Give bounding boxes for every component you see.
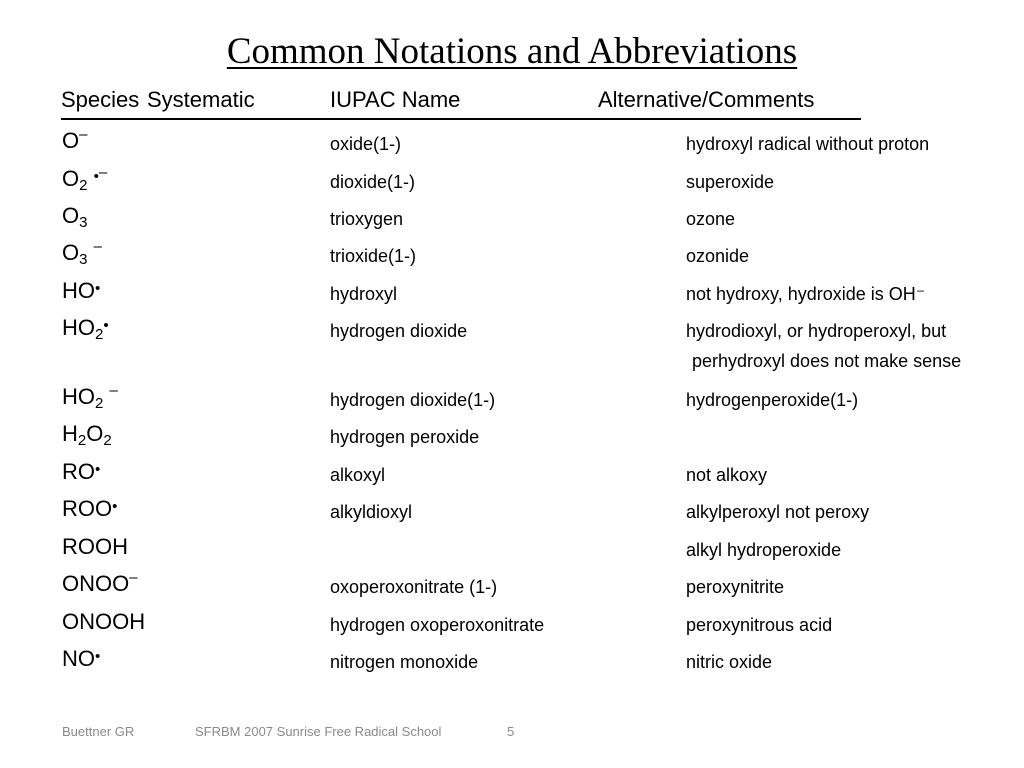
species-formula: ONOOH <box>62 609 146 634</box>
species-formula: ROOH <box>62 534 128 559</box>
species-formula: $HO_2$ – <box>62 382 118 412</box>
table-row <box>0 607 1024 643</box>
species-formula: NO• <box>62 646 101 671</box>
iupac-name: oxoperoxonitrate (1-) <box>330 577 498 597</box>
species-formula: $O_2$ •– <box>62 164 108 194</box>
alternative-comment: ozone <box>686 209 736 229</box>
species-formula: $HO_2^•$ <box>62 315 109 343</box>
species-formula: ROO• <box>62 496 118 521</box>
footer-page-number: 5 <box>507 724 515 739</box>
iupac-name: nitrogen monoxide <box>330 652 479 672</box>
alternative-comment: not alkoxy <box>686 465 768 485</box>
header-species: Species <box>61 87 140 112</box>
header-iupac-name: IUPAC Name <box>330 87 461 112</box>
species-formula: O– <box>62 126 88 153</box>
alternative-comment: hydrogenperoxide(1-) <box>686 390 859 410</box>
footer-event: SFRBM 2007 Sunrise Free Radical School <box>195 724 442 739</box>
table-row <box>0 313 1024 349</box>
table-row <box>0 382 1024 418</box>
alternative-comment: alkyl hydroperoxide <box>686 540 842 560</box>
table-row <box>0 164 1024 200</box>
iupac-name: hydrogen oxoperoxonitrate <box>330 615 545 635</box>
species-formula: RO• <box>62 459 101 484</box>
slide-title: Common Notations and Abbreviations <box>226 31 798 72</box>
alternative-comment: peroxynitrite <box>686 577 785 597</box>
table-row <box>0 569 1024 605</box>
species-formula: $O_3$ <box>62 203 88 231</box>
alternative-comment: hydrodioxyl, or hydroperoxyl, but <box>686 321 947 341</box>
iupac-name: hydrogen dioxide <box>330 321 468 341</box>
iupac-name: trioxygen <box>330 209 404 229</box>
table-row <box>0 276 1024 312</box>
alternative-comment: nitric oxide <box>686 652 773 672</box>
species-formula: ONOO– <box>62 569 138 596</box>
table-row <box>0 126 1024 162</box>
footer-author: Buettner GR <box>62 724 135 739</box>
alternative-comment: alkylperoxyl not peroxy <box>686 502 870 522</box>
iupac-name: oxide(1-) <box>330 134 402 154</box>
header-alternative-comments: Alternative/Comments <box>598 87 815 112</box>
table-row <box>0 457 1024 493</box>
table-row <box>0 238 1024 274</box>
table-row <box>0 419 1024 455</box>
table-row <box>0 644 1024 680</box>
alternative-comment: peroxynitrous acid <box>686 615 833 635</box>
iupac-name: dioxide(1-) <box>330 172 416 192</box>
alternative-comment-continued: perhydroxyl does not make sense <box>692 351 962 371</box>
table-row <box>0 494 1024 530</box>
iupac-name: trioxide(1-) <box>330 246 417 266</box>
alternative-comment: hydroxyl radical without proton <box>686 134 930 154</box>
table-row <box>0 201 1024 237</box>
iupac-name: hydrogen dioxide(1-) <box>330 390 496 410</box>
species-formula: $O_3$ – <box>62 238 102 268</box>
table-header <box>61 84 861 120</box>
species-formula: $H_2O_2$ <box>62 421 112 449</box>
alternative-comment: ozonide <box>686 246 750 266</box>
alternative-comment: not hydroxy, hydroxide is OH⁻ <box>686 284 926 304</box>
species-formula: HO• <box>62 278 101 303</box>
iupac-name: alkyldioxyl <box>330 502 413 522</box>
header-systematic: Systematic <box>147 87 255 112</box>
table-row <box>0 532 1024 568</box>
alternative-comment: superoxide <box>686 172 775 192</box>
iupac-name: alkoxyl <box>330 465 386 485</box>
iupac-name: hydroxyl <box>330 284 398 304</box>
iupac-name: hydrogen peroxide <box>330 427 480 447</box>
